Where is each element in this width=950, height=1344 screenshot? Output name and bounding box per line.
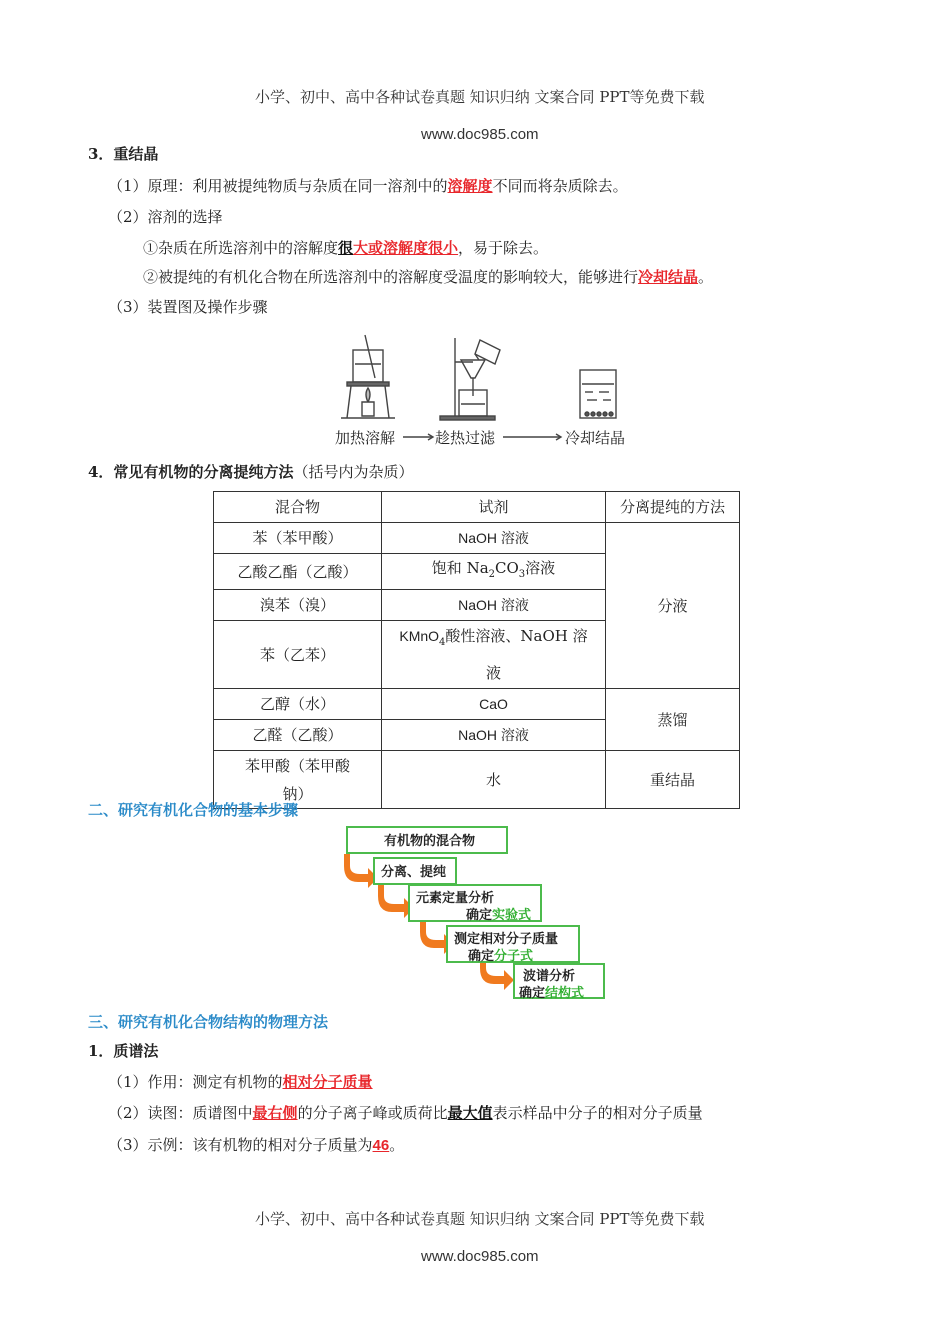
- answer-max-value: 最大值: [447, 1104, 493, 1122]
- cell-mixture: 溴苯（溴）: [214, 590, 382, 621]
- alcohol-lamp-icon: [362, 402, 374, 416]
- page-header: [0, 68, 950, 143]
- answer-relative-molar-mass: 相对分子质量: [282, 1073, 373, 1091]
- reagent-subscript: 2: [488, 569, 496, 580]
- cell-reagent: 水: [382, 751, 606, 809]
- cell-mixture: 乙醇（水）: [214, 689, 382, 720]
- principle-line: [108, 176, 628, 196]
- flow-step-separate: [373, 857, 457, 885]
- fig-label-heat-dissolve: 加热溶解: [335, 429, 396, 447]
- flow-step-result: 实验式: [492, 907, 532, 922]
- page-footer: [0, 1190, 950, 1265]
- answer-cool-crystallize: 冷却结晶: [638, 268, 699, 286]
- table-header-row: [214, 492, 740, 523]
- flow-step-result: 结构式: [545, 985, 585, 1000]
- cell-reagent: [382, 554, 606, 590]
- answer-46: 46: [372, 1137, 390, 1154]
- fig-label-hot-filter: 趁热过滤: [435, 429, 496, 447]
- mass-spec-use: [108, 1072, 373, 1092]
- cell-mixture: 苯（苯甲酸）: [214, 523, 382, 554]
- flow-step-label: 分离、提纯: [381, 864, 447, 879]
- principle-text-end: 不同而将杂质除去。: [492, 177, 628, 195]
- cell-method-recrystallization: 重结晶: [606, 751, 740, 809]
- use-text: （1）作用：测定有机物的: [108, 1073, 283, 1091]
- cell-reagent: CaO: [382, 689, 606, 720]
- fig-label-cool-crystallize: 冷却结晶: [565, 429, 626, 447]
- table-row: [214, 523, 740, 554]
- cell-reagent: NaOH 溶液: [382, 590, 606, 621]
- header-mixture: 混合物: [214, 492, 382, 523]
- flow-step-sublabel: 确定: [519, 985, 546, 1000]
- cell-mixture: 乙酸乙酯（乙酸）: [214, 554, 382, 590]
- section-4-title: [88, 462, 413, 482]
- flow-step-molar-mass: [446, 925, 580, 963]
- mass-spec-heading: 1．质谱法: [88, 1042, 159, 1060]
- header-reagent: 试剂: [382, 492, 606, 523]
- flow-step-label: 波谱分析: [523, 968, 576, 983]
- cell-mixture: 苯甲酸（苯甲酸钠）: [214, 751, 382, 809]
- rule1-text: ①杂质在所选溶剂中的溶解度: [143, 239, 339, 257]
- flow-step-result: 分子式: [494, 948, 534, 963]
- section-three-title: 三、研究有机化合物结构的物理方法: [88, 1013, 329, 1031]
- example-text-end: 。: [389, 1136, 405, 1154]
- cell-method-distillation: 蒸馏: [606, 689, 740, 751]
- mass-spec-example: [108, 1135, 404, 1156]
- flow-step-sublabel: 确定: [466, 907, 493, 922]
- section-4-title-note: （括号内为杂质）: [293, 463, 414, 481]
- reagent-text: CO: [495, 559, 519, 577]
- read-text: （2）读图：质谱图中: [108, 1104, 253, 1122]
- cell-method-separation: 分液: [606, 523, 740, 689]
- rule1-answer-black: 很: [338, 239, 354, 257]
- solvent-rule-2: [143, 267, 713, 287]
- header-url[interactable]: www.doc985.com: [420, 126, 539, 143]
- funnel-icon: [461, 360, 485, 378]
- cell-mixture: 乙醛（乙酸）: [214, 720, 382, 751]
- reagent-text: KMnO: [399, 628, 440, 644]
- glass-rod-icon: [365, 335, 375, 378]
- section-3-title: 3．重结晶: [88, 145, 159, 163]
- flow-step-label: 测定相对分子质量: [454, 931, 559, 946]
- header-method: 分离提纯的方法: [606, 492, 740, 523]
- cell-reagent: [382, 621, 606, 689]
- answer-rightmost: 最右侧: [252, 1104, 298, 1122]
- header-text: 小学、初中、高中各种试卷真题 知识归纳 文案合同 PPT等免费下载: [255, 88, 705, 106]
- reagent-text: 酸性溶液、NaOH 溶液: [445, 627, 588, 682]
- separation-methods-table: [213, 491, 740, 809]
- rule1-answer-red: 大或溶解度很小: [353, 239, 459, 257]
- footer-text: 小学、初中、高中各种试卷真题 知识归纳 文案合同 PPT等免费下载: [255, 1210, 705, 1228]
- cell-reagent: NaOH 溶液: [382, 720, 606, 751]
- cell-reagent: NaOH 溶液: [382, 523, 606, 554]
- rule2-text-end: 。: [698, 268, 714, 286]
- read-text-end: 表示样品中分子的相对分子质量: [492, 1104, 703, 1122]
- flow-step-elemental-analysis: [408, 884, 542, 922]
- footer-url[interactable]: www.doc985.com: [420, 1248, 539, 1265]
- flow-step-mixture: [346, 826, 508, 854]
- recrystallization-apparatus-figure: [335, 330, 635, 450]
- rule1-text-end: ，易于除去。: [458, 239, 549, 257]
- rule2-text: ②被提纯的有机化合物在所选溶剂中的溶解度受温度的影响较大，能够进行: [143, 268, 639, 286]
- reagent-text: 饱和 Na: [431, 559, 489, 577]
- apparatus-heading: （3）装置图及操作步骤: [108, 298, 268, 316]
- mass-spec-read: [108, 1103, 703, 1123]
- flow-step-spectroscopy: [513, 963, 605, 999]
- reagent-text: 溶液: [525, 559, 556, 577]
- answer-solubility: 溶解度: [447, 177, 493, 195]
- section-two-title: 二、研究有机化合物的基本步骤: [88, 801, 299, 819]
- cooling-beaker-icon: [580, 370, 616, 418]
- beaker-icon: [353, 350, 383, 382]
- principle-text: （1）原理：利用被提纯物质与杂质在同一溶剂中的: [108, 177, 448, 195]
- example-text: （3）示例：该有机物的相对分子质量为: [108, 1136, 373, 1154]
- flow-step-label: 元素定量分析: [416, 890, 495, 905]
- section-4-title-bold: 4．常见有机物的分离提纯方法: [88, 463, 294, 481]
- read-text-mid: 的分子离子峰或质荷比: [297, 1104, 448, 1122]
- flow-step-label: 有机物的混合物: [384, 833, 476, 848]
- solvent-choice-heading: （2）溶剂的选择: [108, 208, 223, 226]
- solvent-rule-1: [143, 238, 548, 258]
- flow-step-sublabel: 确定: [468, 948, 495, 963]
- reagent-subscript: 4: [439, 637, 446, 648]
- reagent-subscript: 3: [518, 569, 526, 580]
- table-row: [214, 689, 740, 720]
- cell-mixture: 苯（乙苯）: [214, 621, 382, 689]
